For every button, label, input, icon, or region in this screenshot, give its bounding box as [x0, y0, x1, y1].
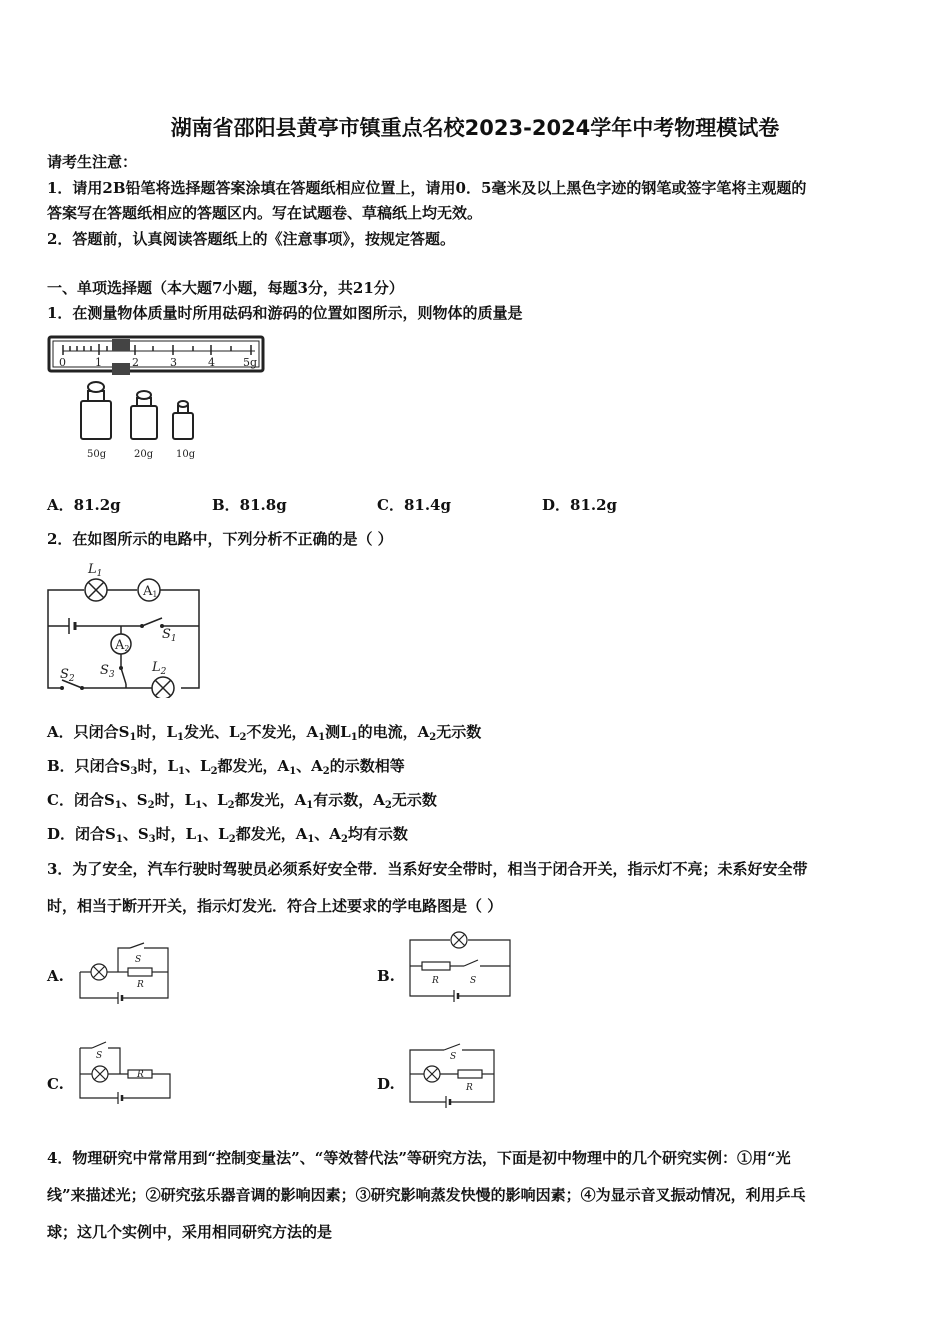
label-s3: $S_3$: [100, 663, 115, 680]
notice-heading: 请考生注意：: [47, 153, 138, 171]
q3d-label-s: S: [450, 1052, 457, 1062]
q3-option-c-label: C.: [47, 1075, 64, 1093]
label-s2: $S_2$: [60, 667, 75, 684]
q3b-label-s: S: [470, 976, 477, 986]
q4-stem-line-3: 球；这几个实例中，采用相同研究方法的是: [47, 1223, 333, 1241]
q1-option-a: A．81.2g: [47, 496, 121, 514]
q2-option-d: D．闭合$S_1$、$S_3$时，$L_1$、$L_2$都发光，$A_1$、$A_2$均有示数: [47, 825, 408, 845]
page-title: 湖南省邵阳县黄亭市镇重点名校2023-2024学年中考物理模试卷: [170, 116, 780, 140]
label-s1: $S_1$: [162, 627, 177, 644]
scale-tick-2: 2: [132, 356, 139, 369]
label-a2: A2: [115, 638, 130, 653]
q3-option-a-label: A.: [47, 967, 64, 985]
q3c-label-r: R: [137, 1070, 144, 1080]
scale-tick-5: 5g: [243, 356, 258, 369]
q3-circuit-d: [404, 1040, 504, 1110]
q3-circuit-c: [72, 1038, 182, 1108]
q2-option-c: C．闭合$S_1$、$S_2$时，$L_1$、$L_2$都发光，$A_1$有示数，$A_2$无示数: [47, 791, 437, 811]
q4-stem-line-1: 4．物理研究中常常用到“控制变量法”、“等效替代法”等研究方法，下面是初中物理中的几个研究实例：①用“光: [47, 1149, 791, 1167]
q3a-label-s: S: [135, 955, 142, 965]
q3c-label-s: S: [96, 1051, 103, 1061]
label-l1: $L_1$: [88, 562, 103, 579]
notice-line-1a: 1．请用2B铅笔将选择题答案涂填在答题纸相应位置上，请用0．5毫米及以上黑色字迹的钢笔或签字笔将主观题的: [47, 179, 807, 197]
q2-option-b: B．只闭合$S_3$时，$L_1$、$L_2$都发光，$A_1$、$A_2$的示数相等: [47, 757, 405, 777]
notice-line-1b: 答案写在答题纸相应的答题区内。写在试题卷、草稿纸上均无效。: [47, 204, 483, 222]
notice-line-2: 2．答题前，认真阅读答题纸上的《注意事项》，按规定答题。: [47, 230, 455, 248]
q1-balance-figure: [45, 333, 275, 463]
label-a1: A1: [143, 584, 158, 599]
q3a-label-r: R: [137, 980, 144, 990]
q3-option-d-label: D.: [377, 1075, 395, 1093]
q1-option-b: B．81.8g: [212, 496, 287, 514]
q3-stem-line-1: 3．为了安全，汽车行驶时驾驶员必须系好安全带．当系好安全带时，相当于闭合开关，指示灯不亮；未系好安全带: [47, 860, 808, 878]
weight-50g: [81, 401, 111, 439]
q3-circuit-a: [72, 940, 182, 1010]
q1-option-d: D．81.2g: [542, 496, 618, 514]
q3b-label-r: R: [432, 976, 439, 986]
q2-option-a: A．只闭合$S_1$时，$L_1$发光、$L_2$不发光，$A_1$测$L_1$的电流，$A_2$无示数: [47, 723, 482, 743]
q2-stem: 2．在如图所示的电路中，下列分析不正确的是（ ）: [47, 530, 393, 548]
scale-tick-3: 3: [170, 356, 177, 369]
weight-label-20g: 20g: [134, 449, 154, 460]
weight-20g: [131, 406, 157, 439]
weight-label-10g: 10g: [176, 449, 196, 460]
q1-option-c: C．81.4g: [377, 496, 451, 514]
rider-bottom: [112, 363, 130, 375]
scale-tick-1: 1: [95, 356, 102, 369]
q1-stem: 1．在测量物体质量时所用砝码和游码的位置如图所示，则物体的质量是: [47, 304, 523, 322]
q2-circuit-figure: [42, 558, 207, 698]
weight-10g: [173, 413, 193, 439]
label-l2: $L_2$: [152, 660, 167, 677]
scale-tick-0: 0: [59, 356, 66, 369]
scale-tick-4: 4: [208, 356, 215, 369]
weight-label-50g: 50g: [87, 449, 107, 460]
q3-option-b-label: B.: [377, 967, 395, 985]
q3d-label-r: R: [466, 1083, 473, 1093]
q3-circuit-b: [404, 928, 519, 1003]
q3-stem-line-2: 时，相当于断开开关，指示灯发光．符合上述要求的学电路图是（ ）: [47, 897, 503, 915]
rider-top: [112, 339, 130, 351]
q4-stem-line-2: 线”来描述光；②研究弦乐器音调的影响因素；③研究影响蒸发快慢的影响因素；④为显示音叉振动情况，利用乒乓: [47, 1186, 806, 1204]
section-heading: 一、单项选择题（本大题7小题，每题3分，共21分）: [47, 279, 404, 297]
